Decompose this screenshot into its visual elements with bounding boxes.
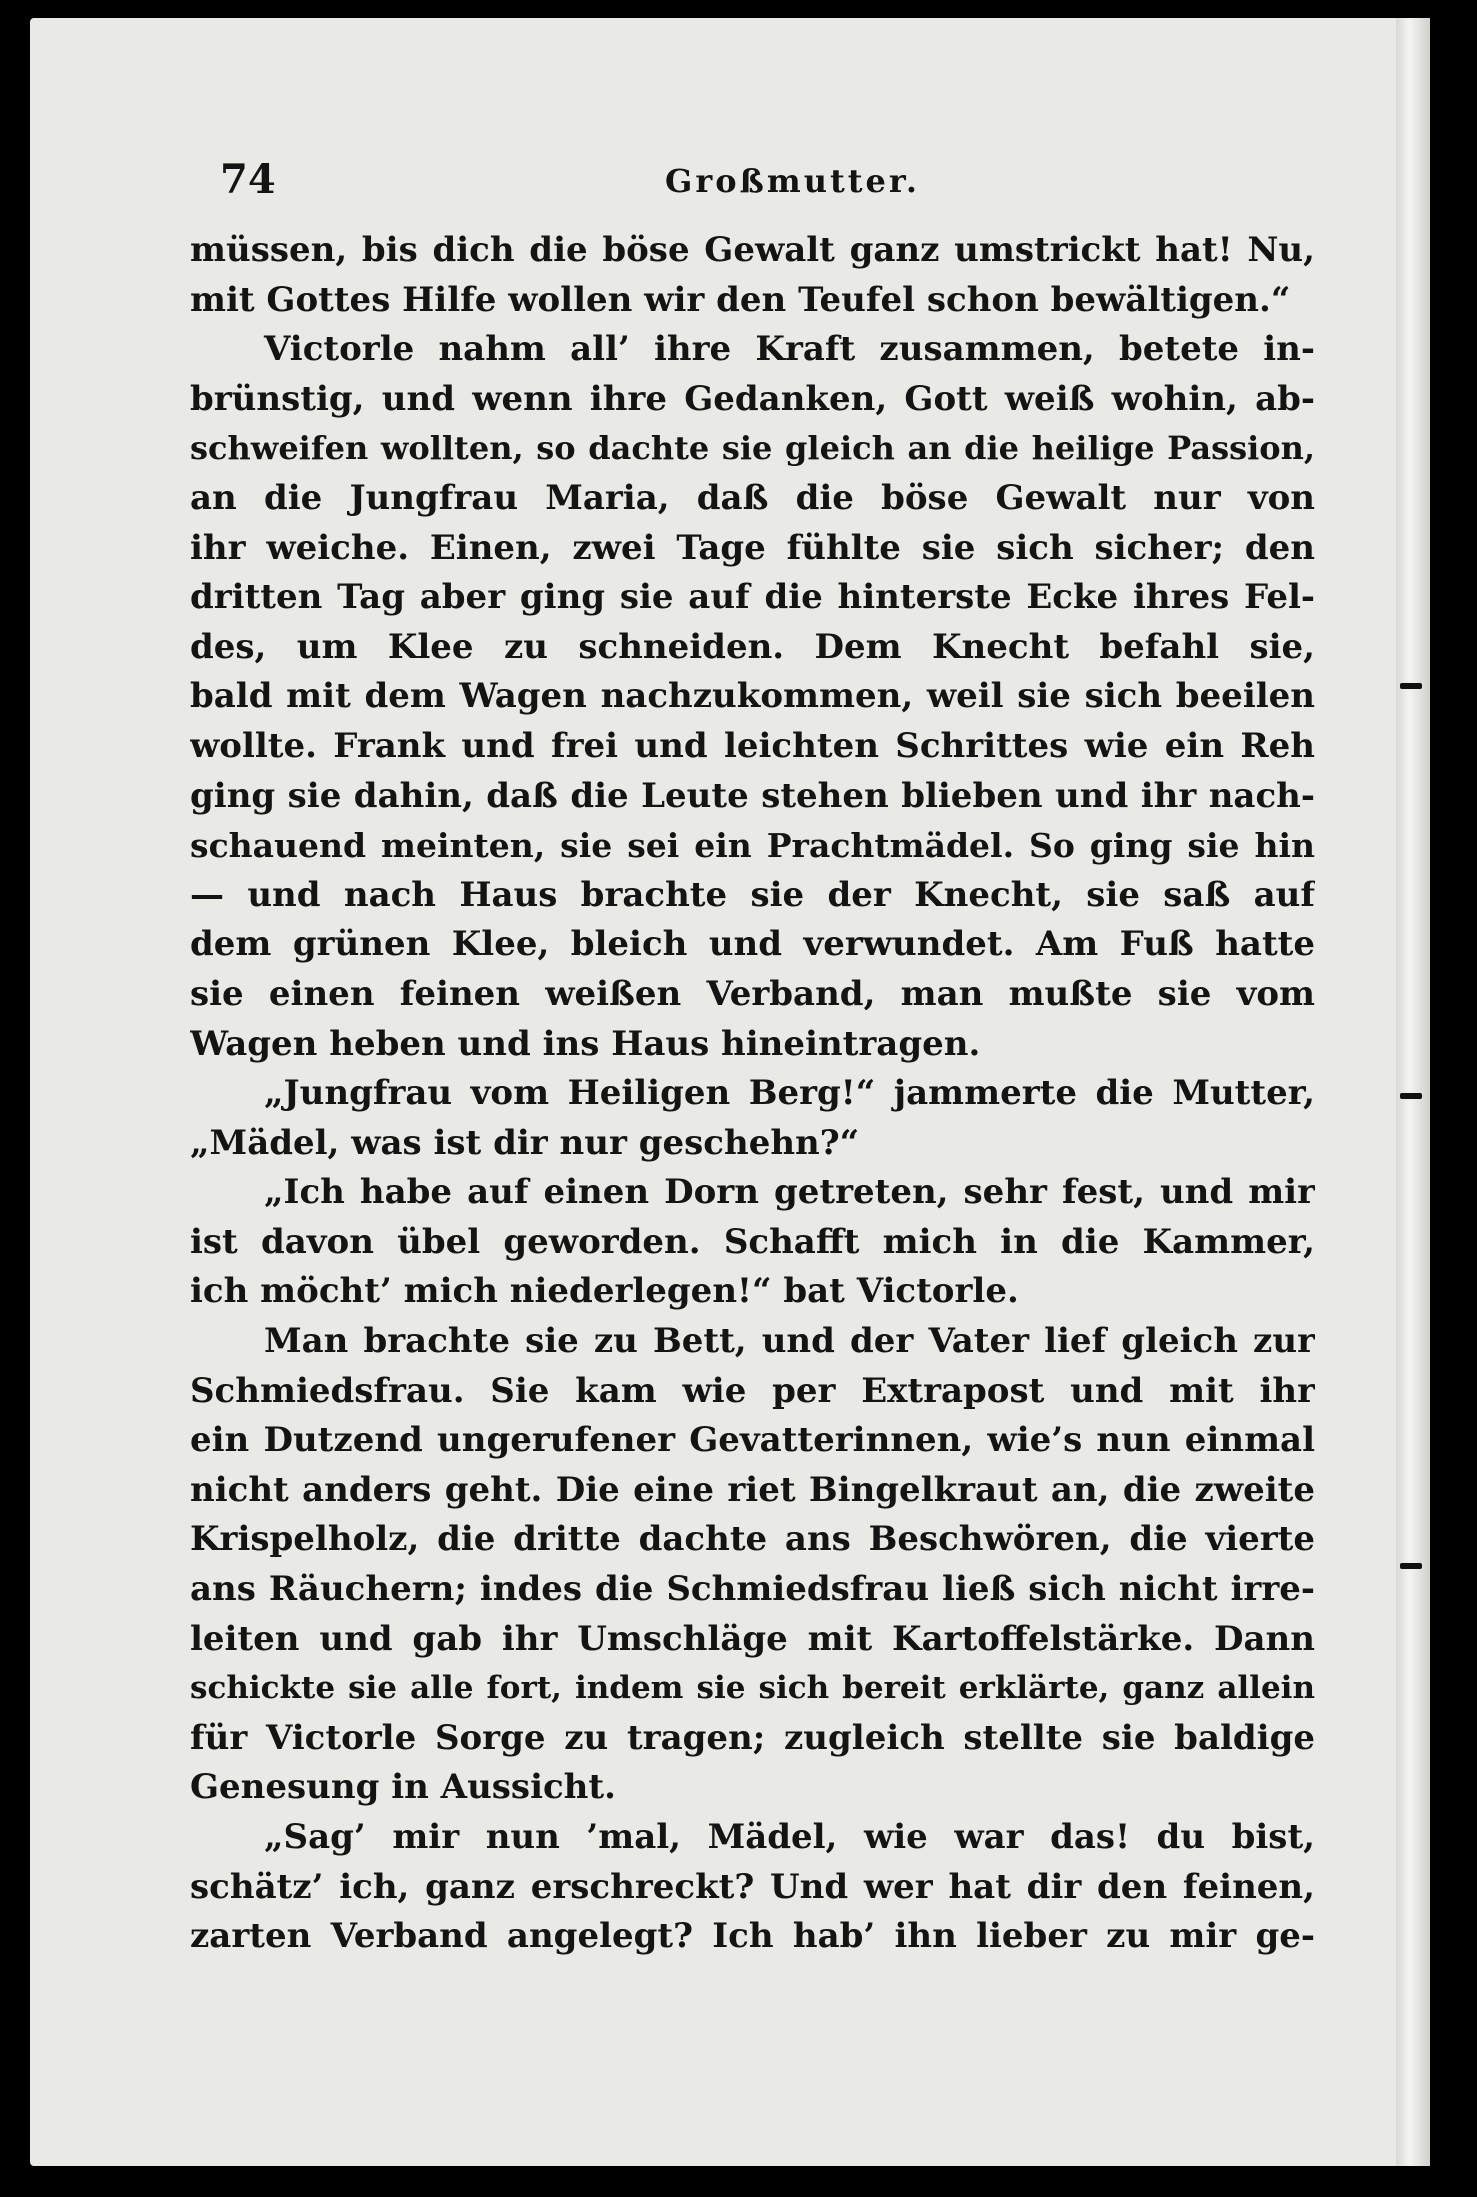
text-line: brünstig, und wenn ihre Gedanken, Gott weiß wohin, ab- xyxy=(190,378,1315,419)
text-line: leiten und gab ihr Umschläge mit Kartoffelstärke. Dann xyxy=(190,1618,1315,1659)
text-line: dritten Tag aber ging sie auf die hinterste Ecke ihres Fel- xyxy=(190,577,1315,618)
text-line: Genesung in Aussicht. xyxy=(190,1767,616,1808)
page-header xyxy=(190,156,1340,206)
text-line: zarten Verband angelegt? Ich hab’ ihn lieber zu mir ge- xyxy=(190,1916,1315,1957)
text-line: „Mädel, was ist dir nur geschehn?“ xyxy=(190,1122,860,1163)
page-number: 74 xyxy=(220,156,276,203)
binding-clip-mark xyxy=(1400,1563,1422,1569)
text-line: — und nach Haus brachte sie der Knecht, sie saß auf xyxy=(190,874,1315,915)
text-line: nicht anders geht. Die eine riet Bingelkraut an, die zweite xyxy=(190,1469,1315,1510)
text-line: schickte sie alle fort, indem sie sich bereit erklärte, ganz allein xyxy=(190,1670,1315,1707)
text-line: Wagen heben und ins Haus hineintragen. xyxy=(190,1023,981,1064)
text-line: Schmiedsfrau. Sie kam wie per Extrapost und mit ihr xyxy=(190,1370,1315,1411)
text-line: müssen, bis dich die böse Gewalt ganz umstrickt hat! Nu, xyxy=(190,230,1315,270)
text-line: sie einen feinen weißen Verband, man mußte sie vom xyxy=(190,973,1315,1014)
page-edge xyxy=(1396,18,1430,2166)
text-line: ans Räuchern; indes die Schmiedsfrau ließ sich nicht irre- xyxy=(190,1569,1315,1610)
text-line: wollte. Frank und frei und leichten Schrittes wie ein Reh xyxy=(190,725,1315,766)
text-line: ist davon übel geworden. Schafft mich in die Kammer, xyxy=(190,1221,1315,1262)
text-line: schätz’ ich, ganz erschreckt? Und wer hat dir den feinen, xyxy=(190,1866,1315,1907)
binding-clip-mark xyxy=(1400,683,1422,689)
text-line: bald mit dem Wagen nachzukommen, weil sie sich beeilen xyxy=(190,676,1315,717)
text-line: für Victorle Sorge zu tragen; zugleich stellte sie baldige xyxy=(190,1717,1315,1758)
text-line: dem grünen Klee, bleich und verwundet. Am Fuß hatte xyxy=(190,924,1315,965)
text-line: mit Gottes Hilfe wollen wir den Teufel schon bewältigen.“ xyxy=(190,279,1291,320)
text-line: Krispelholz, die dritte dachte ans Beschwören, die vierte xyxy=(190,1519,1315,1560)
text-line: schauend meinten, sie sei ein Prachtmädel. So ging sie hin xyxy=(190,826,1315,866)
binding-clip-mark xyxy=(1400,1093,1422,1099)
text-line: „Sag’ mir nun ’mal, Mädel, wie war das! du bist, xyxy=(264,1817,1315,1857)
text-line: ihr weiche. Einen, zwei Tage fühlte sie sich sicher; den xyxy=(190,527,1315,568)
running-title: Großmutter. xyxy=(665,162,920,200)
body-text xyxy=(190,226,1315,1962)
text-line: schweifen wollten, so dachte sie gleich an die heilige Passion, xyxy=(190,429,1315,468)
text-line: „Ich habe auf einen Dorn getreten, sehr fest, und mir xyxy=(264,1172,1315,1213)
text-line: Man brachte sie zu Bett, und der Vater lief gleich zur xyxy=(264,1321,1315,1362)
text-line: des, um Klee zu schneiden. Dem Knecht befahl sie, xyxy=(190,626,1315,667)
text-line: ging sie dahin, daß die Leute stehen blieben und ihr nach- xyxy=(190,775,1315,816)
text-line: an die Jungfrau Maria, daß die böse Gewalt nur von xyxy=(190,477,1315,518)
text-line: „Jungfrau vom Heiligen Berg!“ jammerte die Mutter, xyxy=(264,1073,1315,1114)
text-line: ich möcht’ mich niederlegen!“ bat Victorle. xyxy=(190,1271,1019,1312)
text-line: Victorle nahm all’ ihre Kraft zusammen, betete in- xyxy=(264,329,1315,370)
text-line: ein Dutzend ungerufener Gevatterinnen, wie’s nun einmal xyxy=(190,1420,1315,1461)
